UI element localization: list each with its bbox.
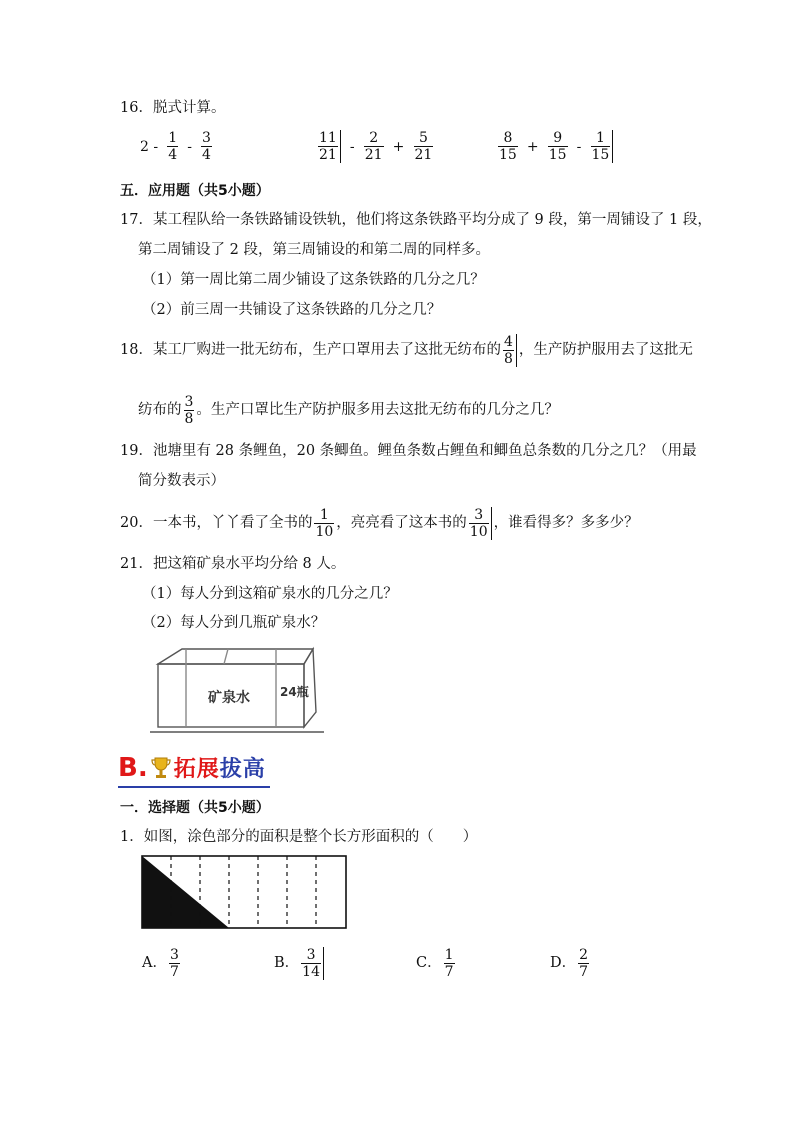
fraction: $\frac{3}{7}$	[169, 946, 179, 980]
fraction: $\frac{1}{7}$	[444, 946, 454, 980]
fraction: $\frac{1}{15}$	[591, 130, 614, 163]
banner-underline	[118, 786, 270, 788]
option-b[interactable]: B． $\frac{3}{14}$	[274, 943, 326, 983]
box-label: 矿泉水	[208, 690, 250, 706]
fraction: $\frac{9}{15}$	[548, 130, 567, 163]
fraction: $\frac{2}{7}$	[579, 946, 589, 980]
fraction: $\frac{5}{21}$	[414, 130, 433, 163]
fraction: $\frac{1}{10}$	[315, 506, 334, 540]
q19-line-2: 简分数表示）	[138, 473, 225, 489]
option-d[interactable]: D． $\frac{2}{7}$	[550, 946, 589, 980]
trophy-icon	[150, 755, 172, 781]
shaded-rectangle-figure	[141, 855, 347, 929]
fraction: $\frac{11}{21}$	[318, 130, 341, 163]
q17-sub-2: （2）前三周一共铺设了这条铁路的几分之几？	[142, 302, 442, 318]
q19-line-1: 19．池塘里有 28 条鲤鱼，20 条鲫鱼。鲤鱼条数占鲤鱼和鲫鱼总条数的几分之几？（用最	[120, 443, 697, 459]
banner-title: 拓展拔高	[173, 757, 266, 782]
option-c[interactable]: C． $\frac{1}{7}$	[416, 946, 454, 980]
fraction: $\frac{2}{21}$	[364, 130, 383, 163]
fraction: $\frac{3}{4}$	[202, 130, 211, 163]
expr-lead: 2 -	[140, 138, 159, 155]
fraction: $\frac{8}{15}$	[499, 130, 517, 163]
water-box-figure	[148, 644, 326, 736]
q18-line-1: 18．某工厂购进一批无纺布，生产口罩用去了这批无纺布的 $\frac{4}{8}$ ，生产防护服用去了这批无	[120, 333, 693, 367]
q17-sub-1: （1）第一周比第二周少铺设了这条铁路的几分之几？	[142, 272, 485, 288]
q17-line-1: 17．某工程队给一条铁路铺设铁轨，他们将这条铁路平均分成了 9 段，第一周铺设了 1 段，	[120, 212, 712, 228]
section-heading-applications: 五．应用题（共5小题）	[120, 183, 270, 199]
section-heading-choice: 一．选择题（共5小题）	[120, 800, 270, 816]
option-a[interactable]: A． $\frac{3}{7}$	[142, 946, 179, 980]
box-side-label: 24瓶	[280, 685, 309, 699]
fraction: $\frac{3}{14}$	[301, 947, 324, 980]
q17-line-2: 第二周铺设了 2 段，第三周铺设的和第二周的同样多。	[138, 242, 490, 258]
fraction: $\frac{3}{8}$	[184, 393, 194, 427]
banner-letter: B.	[118, 752, 148, 783]
section-banner	[118, 752, 266, 783]
fraction: $\frac{4}{8}$	[503, 334, 517, 367]
q21-sub-1: （1）每人分到这箱矿泉水的几分之几？	[142, 586, 398, 602]
fraction: $\frac{1}{4}$	[168, 130, 178, 163]
q16-title: 16．脱式计算。	[120, 100, 226, 116]
q21-line-1: 21．把这箱矿泉水平均分给 8 人。	[120, 556, 346, 572]
q18-line-2: 纺布的 $\frac{3}{8}$ 。生产口罩比生产防护服多用去这批无纺布的几分之几？	[138, 393, 559, 427]
q16-expression-2: $\frac{11}{21}$ - $\frac{2}{21}$ + $\frac{5}{21}$	[319, 130, 433, 163]
q20-line: 20．一本书，丫丫看了全书的 $\frac{1}{10}$ ，亮亮看了这本书的 $\frac{3}{10}$ ，谁看得多？多多少？	[120, 506, 639, 540]
q1-stem: 1．如图，涂色部分的面积是整个长方形面积的（ ）	[120, 829, 478, 845]
q21-sub-2: （2）每人分到几瓶矿泉水？	[142, 615, 326, 631]
q16-expression-1: 2 - $\frac{1}{4}$ - $\frac{3}{4}$	[140, 130, 211, 163]
fraction: $\frac{3}{10}$	[469, 507, 492, 540]
q16-expression-3: $\frac{8}{15}$ + $\frac{9}{15}$ - $\frac{1}{15}$	[496, 130, 615, 163]
